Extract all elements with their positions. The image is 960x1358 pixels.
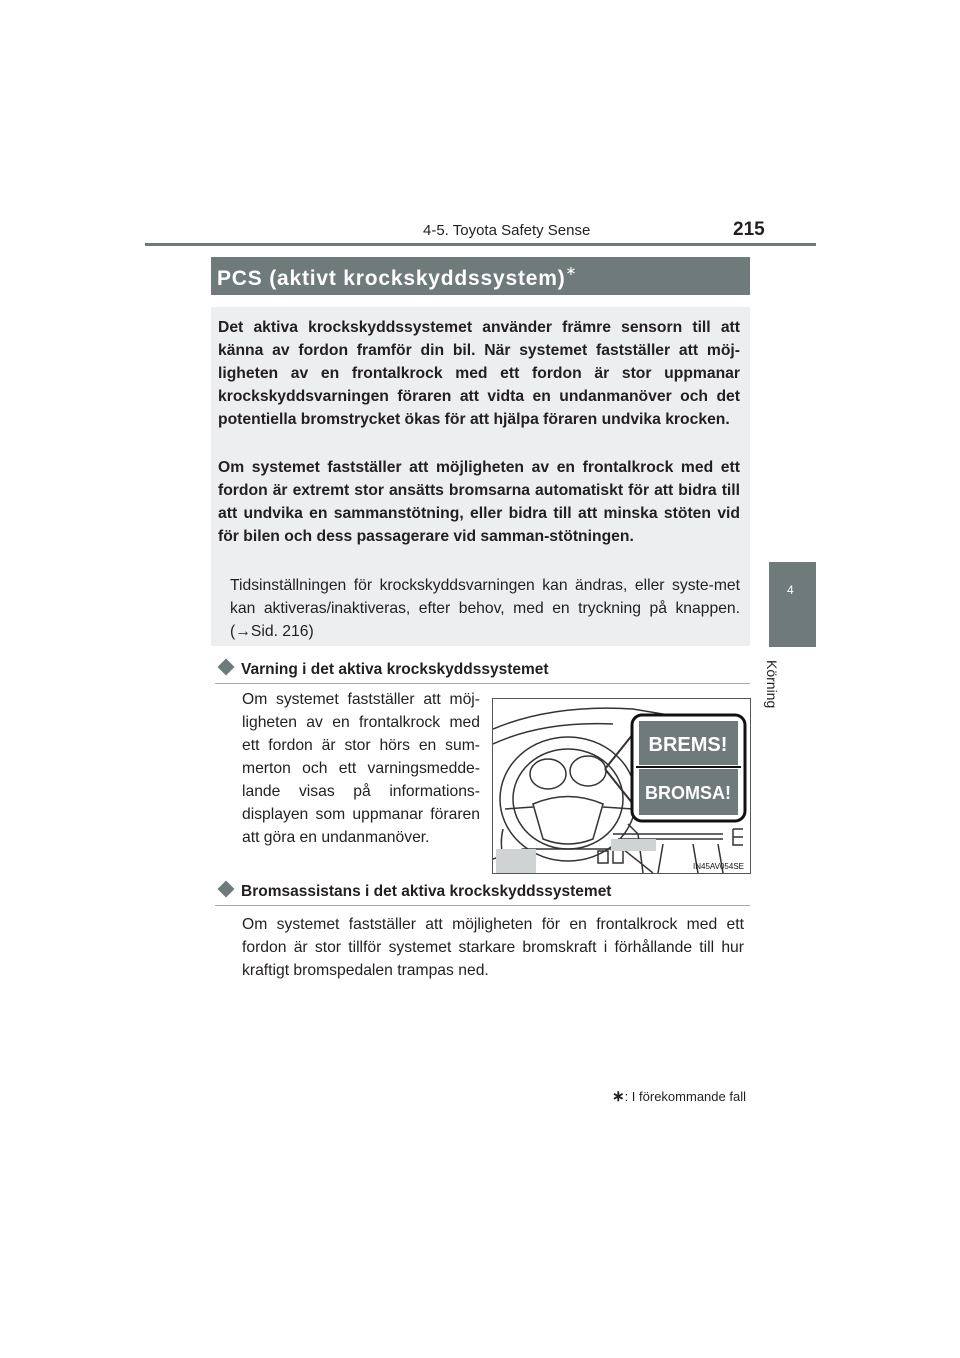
header-rule (145, 243, 816, 246)
title-marker: ∗ (565, 263, 578, 278)
intro-paragraph-1: Det aktiva krockskyddssystemet använder främre sensorn till att känna av fordon framför din bil. När systemet fastställer att möj-ligheten av en frontalkrock med ett fordon är stor uppmanar krockskyddsvarningen föraren att vidta en undanmanöver och det potentiella bromstrycket ökas för att hjälpa föraren undvika krocken. (218, 319, 740, 428)
section-heading-brake-assist (220, 883, 611, 901)
warning-message-brems: BREMS! (648, 734, 728, 756)
callout-line (605, 769, 633, 804)
footnote-text: : I förekommande fall (624, 1089, 746, 1104)
chapter-number: 4 (787, 583, 794, 597)
page-number: 215 (733, 219, 765, 240)
footnote (612, 1087, 746, 1105)
diamond-bullet-icon (218, 881, 235, 898)
dashboard-drawing (493, 699, 750, 873)
warning-message-bromsa: BROMSA! (645, 783, 731, 803)
page-title (217, 263, 577, 291)
intro-paragraph-3: Tidsinställningen för krockskyddsvarningen kan ändras, eller syste-met kan aktiveras/inaktiveras, efter behov, med en tryckning på knappen. (→Sid. 216) (230, 577, 740, 640)
title-label: PCS (aktivt krockskyddssystem) (217, 267, 566, 290)
section-rule (215, 683, 750, 684)
section-heading-label: Bromsassistans i det aktiva krockskyddssystemet (241, 883, 612, 900)
diamond-bullet-icon (218, 659, 235, 676)
callout-line (605, 734, 633, 769)
section-body-warning: Om systemet fastställer att möj-ligheten av en frontalkrock med ett fordon är stor hörs en sum-merton och ett varningsmedde-lande visas på informations-displayen som uppmanar föraren att göra en undanmanöver. (242, 691, 480, 846)
intro-paragraph-2: Om systemet fastställer att möjligheten av en frontalkrock med ett fordon är extremt stor ansätts bromsarna automatiskt för att bidra till att undvika en sammanstötning, eller bidra till att minska stöten vid för bilen och dess passagerare vid samman-stötningen. (218, 459, 740, 545)
illustration-code: IN45AV054SE (693, 862, 744, 871)
section-body-brake-assist: Om systemet fastställer att möjligheten för en frontalkrock med ett fordon är stor tillför systemet starkare bromskraft i förhållande till hur kraftigt bromspedalen trampas ned. (242, 916, 744, 979)
chapter-label: Körning (764, 660, 780, 709)
asterisk-icon: ∗ (612, 1088, 625, 1105)
section-heading-label: Varning i det aktiva krockskyddssystemet (241, 661, 549, 678)
dashboard-illustration (493, 699, 750, 873)
section-reference: 4-5. Toyota Safety Sense (423, 222, 591, 239)
section-rule (215, 905, 750, 906)
section-heading-warning (220, 661, 549, 679)
chapter-tab (769, 562, 816, 647)
